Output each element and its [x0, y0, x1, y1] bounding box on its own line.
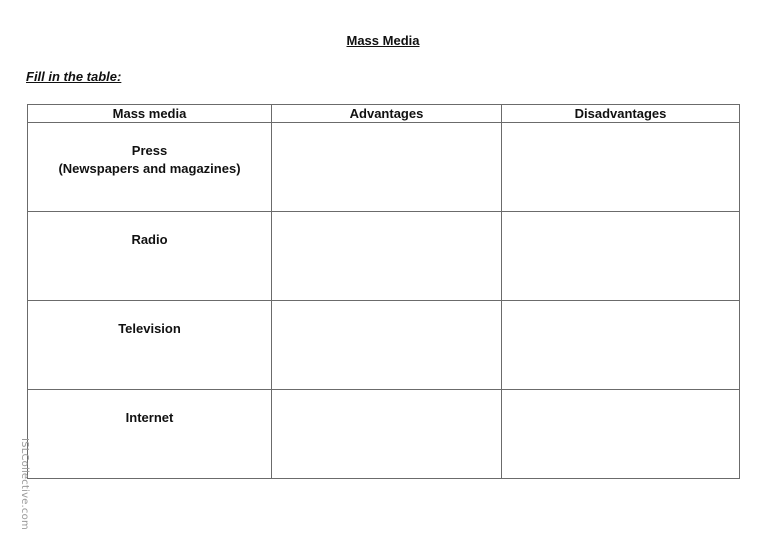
- table-row-radio: [28, 212, 740, 301]
- disadvantages-cell-television[interactable]: [502, 301, 740, 390]
- table-row-press: [28, 123, 740, 212]
- disadvantages-cell-internet[interactable]: [502, 390, 740, 479]
- advantages-cell-internet[interactable]: [272, 390, 502, 479]
- media-cell-press: [28, 123, 272, 212]
- media-cell-radio: [28, 212, 272, 301]
- media-cell-television: [28, 301, 272, 390]
- advantages-cell-television[interactable]: [272, 301, 502, 390]
- header-advantages: Advantages: [272, 105, 502, 123]
- header-mass-media: Mass media: [28, 105, 272, 123]
- media-sublabel-press: (Newspapers and magazines): [58, 161, 241, 176]
- media-label-television: Television: [118, 321, 181, 336]
- media-table: [27, 104, 740, 479]
- table-row-television: [28, 301, 740, 390]
- disadvantages-cell-press[interactable]: [502, 123, 740, 212]
- media-label-radio: Radio: [131, 232, 168, 247]
- media-label-internet: Internet: [125, 410, 174, 425]
- header-disadvantages: Disadvantages: [502, 105, 740, 123]
- advantages-cell-press[interactable]: [272, 123, 502, 212]
- table-header-row: [28, 105, 740, 123]
- document-title: Mass Media: [346, 33, 420, 48]
- media-label-press: Press: [131, 143, 168, 158]
- disadvantages-cell-radio[interactable]: [502, 212, 740, 301]
- instruction-text: Fill in the table:: [26, 69, 122, 84]
- table-row-internet: [28, 390, 740, 479]
- media-cell-internet: [28, 390, 272, 479]
- advantages-cell-radio[interactable]: [272, 212, 502, 301]
- watermark-text: ISLCollective.com: [19, 438, 30, 530]
